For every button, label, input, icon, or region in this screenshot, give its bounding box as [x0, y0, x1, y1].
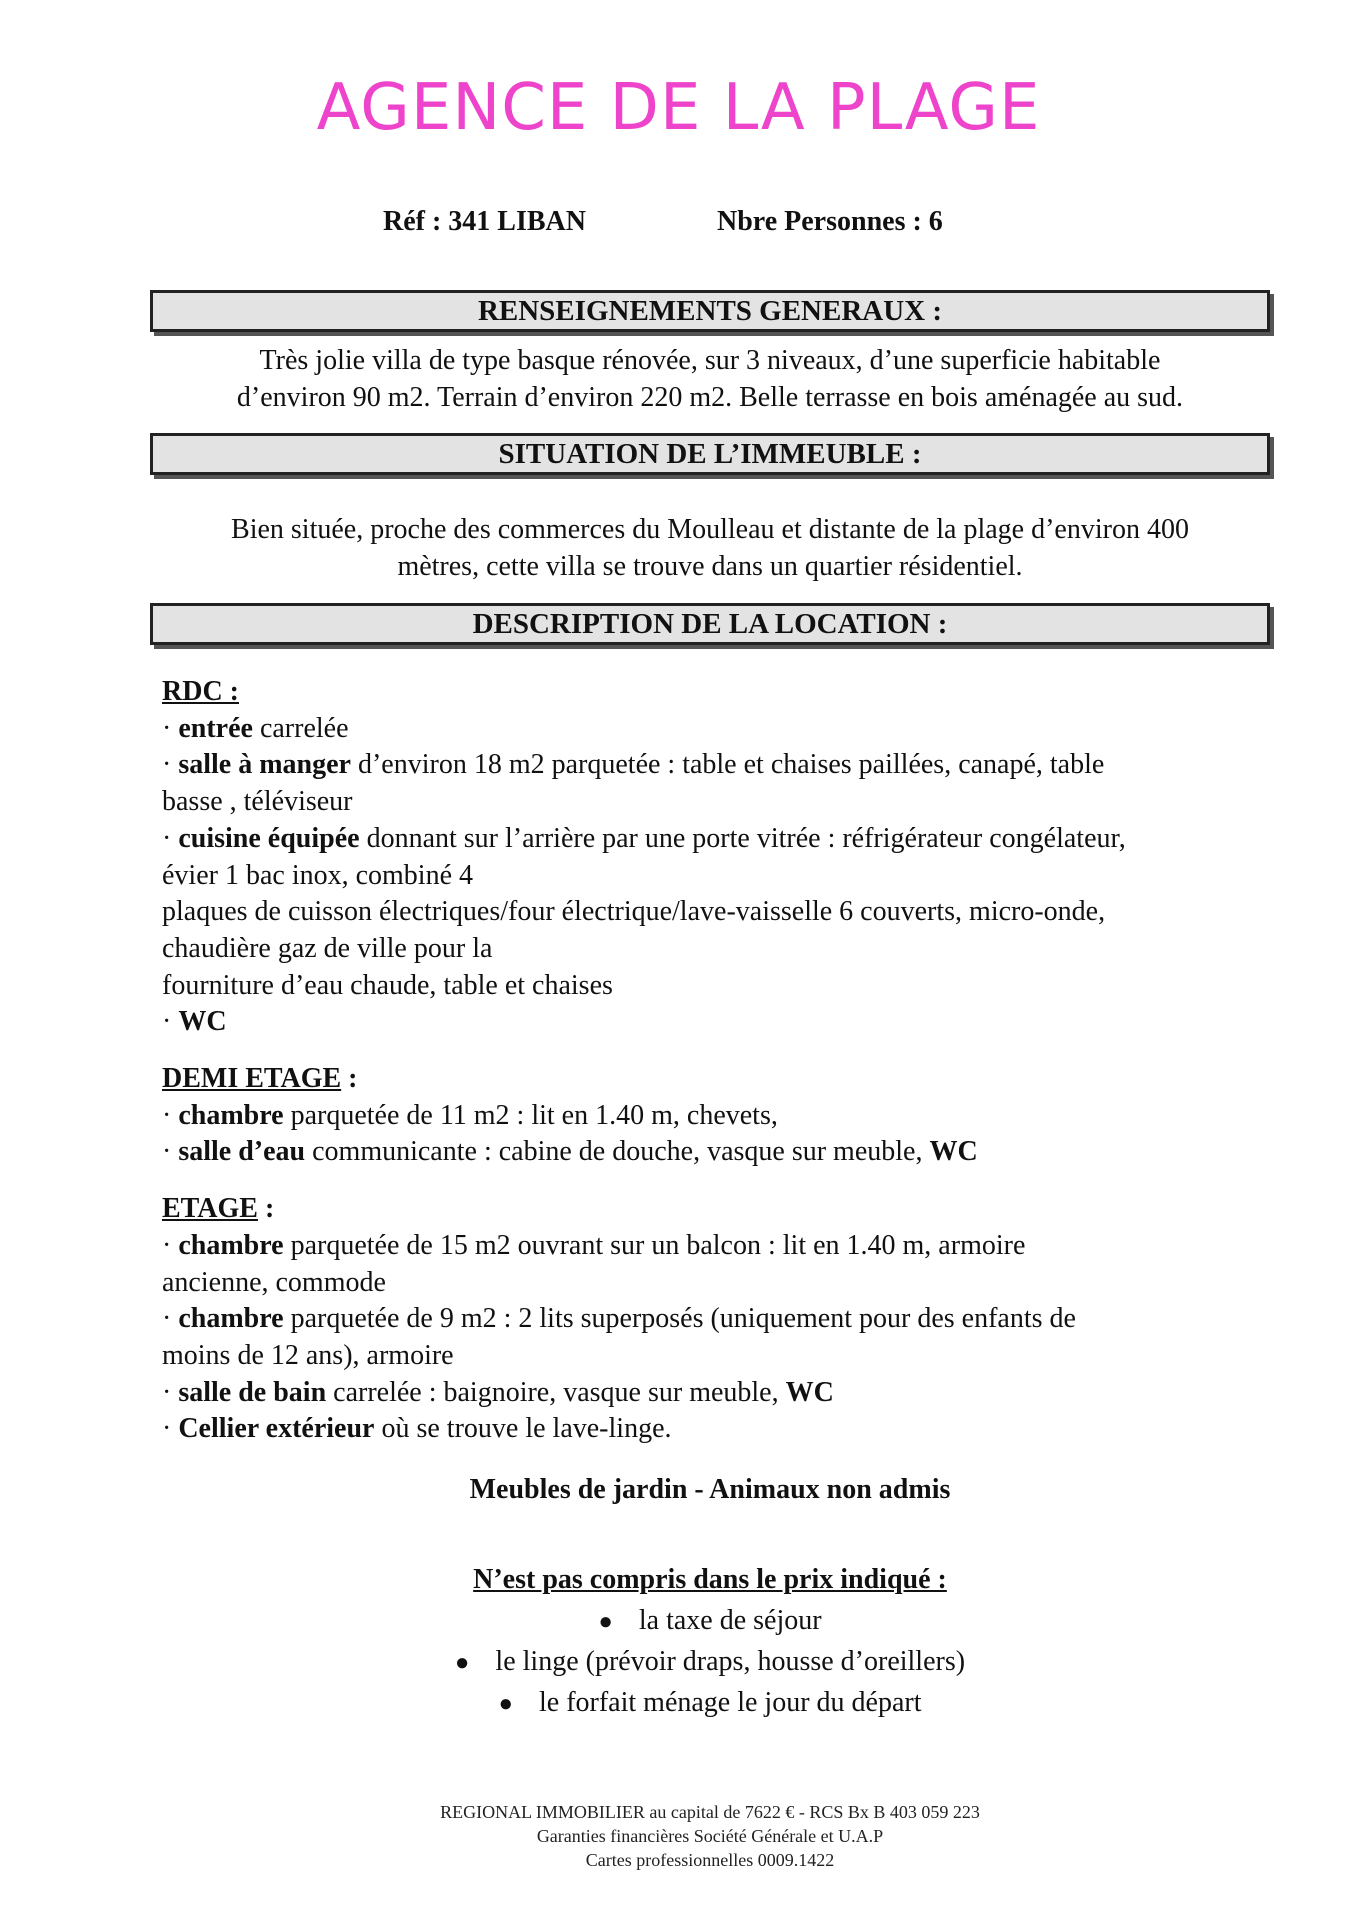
not-included-item: ● le linge (prévoir draps, housse d’oreillers) [0, 1642, 1357, 1683]
general-text-line: d’environ 90 m2. Terrain d’environ 220 m2. Belle terrasse en bois aménagée au sud. [236, 382, 1184, 413]
list-item-continuation: moins de 12 ans), armoire [162, 1339, 454, 1371]
not-included-item: ● le forfait ménage le jour du départ [0, 1683, 1357, 1724]
bullet-icon: ● [454, 1650, 470, 1676]
description-body: RDC : · entrée carrelée · salle à manger d’environ 18 m2 parquetée : table et chaises paillées, canapé, table basse , téléviseur · cuisine équipée donnant sur l’arrière par une porte vitrée : réfrigérateur congélateur, évier 1 bac inox, combiné 4 plaques de cuisson électriques/four électrique/lave-vaisselle 6 couverts, micro-onde, chaudière gaz de ville pour la fourniture d’eau chaude, table et chaises · WC DEMI ETAGE : · chambre parquetée de 11 m2 : lit en 1.40 m, chevets, · salle d’eau communicante : cabine de douche, vasque sur meuble, WC ETAGE : · chambre parquetée de 15 m2 ouvrant sur un balcon : lit en 1.40 m, armoire ancienne, commode · chambre parquetée de 9 m2 : 2 lits superposés (uniquement pour des enfants de moins de 12 ans), armoire · salle de bain carrelée : baignoire, vasque sur meuble, WC · Cellier extérieur où se trouve le lave-linge. [162, 674, 1272, 1448]
reference: Réf : 341 LIBAN [383, 206, 586, 237]
list-item: · salle d’eau communicante : cabine de douche, vasque sur meuble, WC [162, 1136, 978, 1168]
list-item-continuation: évier 1 bac inox, combiné 4 [162, 859, 474, 891]
footer-line: Garanties financières Société Générale et U.A.P [536, 1826, 884, 1846]
general-text-line: Très jolie villa de type basque rénovée, sur 3 niveaux, d’une superficie habitable [259, 345, 1161, 376]
list-item: · cuisine équipée donnant sur l’arrière par une porte vitrée : réfrigérateur congélateur, [162, 822, 1126, 854]
list-item: · chambre parquetée de 9 m2 : 2 lits superposés (uniquement pour des enfants de [162, 1303, 1076, 1335]
section-general-title: RENSEIGNEMENTS GENERAUX : [150, 290, 1270, 332]
footer [0, 1800, 1357, 1872]
demi-etage-heading: DEMI ETAGE [162, 1063, 342, 1095]
footer-line: REGIONAL IMMOBILIER au capital de 7622 € - RCS Bx B 403 059 223 [440, 1802, 980, 1822]
bullet-icon: ● [498, 1691, 513, 1717]
list-item-continuation: basse , téléviseur [162, 786, 353, 818]
agency-title: AGENCE DE LA PLAGE [316, 71, 1041, 145]
section-description-title: DESCRIPTION DE LA LOCATION : [150, 603, 1270, 645]
list-item-continuation: plaques de cuisson électriques/four électrique/lave-vaisselle 6 couverts, micro-onde, [162, 896, 1106, 928]
general-text [150, 342, 1270, 416]
situation-text-line: Bien située, proche des commerces du Moulleau et distante de la plage d’environ 400 [231, 514, 1189, 545]
persons-count: Nbre Personnes : 6 [717, 206, 943, 237]
reference-line [0, 204, 1357, 240]
not-included-title: N’est pas compris dans le prix indiqué : [473, 1564, 947, 1595]
garden-note: Meubles de jardin - Animaux non admis [469, 1474, 951, 1505]
situation-text-line: mètres, cette villa se trouve dans un quartier résidentiel. [397, 551, 1023, 582]
bullet-icon: ● [598, 1609, 613, 1635]
etage-heading: ETAGE [162, 1193, 258, 1225]
list-item-continuation: fourniture d’eau chaude, table et chaises [162, 969, 613, 1001]
list-item: · Cellier extérieur où se trouve le lave-linge. [162, 1413, 672, 1445]
rdc-heading: RDC : [162, 676, 239, 707]
list-item: · salle à manger d’environ 18 m2 parquetée : table et chaises paillées, canapé, table [162, 749, 1105, 781]
list-item: · chambre parquetée de 15 m2 ouvrant sur un balcon : lit en 1.40 m, armoire [162, 1229, 1026, 1261]
list-item-continuation: chaudière gaz de ville pour la [162, 932, 493, 964]
list-item: · salle de bain carrelée : baignoire, vasque sur meuble, WC [162, 1376, 834, 1408]
list-item: · WC [162, 1006, 227, 1038]
list-item: · chambre parquetée de 11 m2 : lit en 1.40 m, chevets, [162, 1099, 778, 1131]
footer-line: Cartes professionnelles 0009.1422 [585, 1850, 835, 1870]
list-item: · entrée carrelée [162, 712, 349, 744]
list-item-continuation: ancienne, commode [162, 1266, 386, 1298]
not-included-item: ● la taxe de séjour [0, 1601, 1357, 1642]
situation-text [150, 511, 1270, 585]
section-situation-title: SITUATION DE L’IMMEUBLE : [150, 433, 1270, 475]
